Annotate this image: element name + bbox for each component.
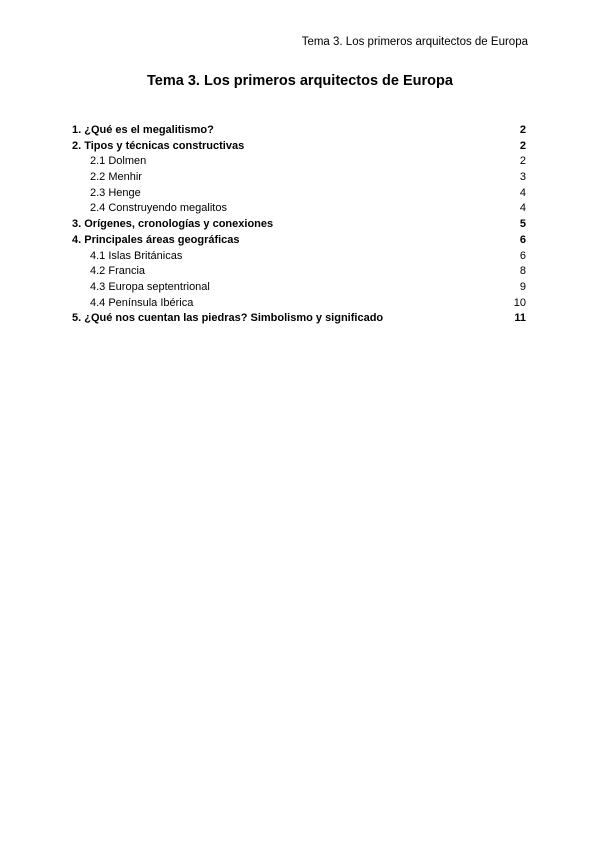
toc-entry-page: 4	[519, 202, 526, 215]
toc-entry-1[interactable]	[72, 123, 526, 139]
toc-entry-label: 2.3 Henge	[90, 186, 141, 199]
toc-entry-label: 1. ¿Qué es el megalitismo?	[72, 124, 214, 136]
toc-entry-label: 4.1 Islas Británicas	[90, 249, 183, 262]
running-header: Tema 3. Los primeros arquitectos de Europa	[301, 36, 528, 48]
toc-entry-page: 11	[514, 312, 526, 325]
toc-entry-label: 2.4 Construyendo megalitos	[90, 202, 227, 215]
toc-entry-2-4[interactable]	[72, 201, 526, 217]
toc-entry-label: 4.2 Francia	[90, 265, 146, 278]
toc-entry-label: 4.4 Península Ibérica	[90, 296, 194, 309]
toc-entry-page: 2	[519, 155, 526, 168]
document-title: Tema 3. Los primeros arquitectos de Europa	[147, 73, 453, 89]
toc-entry-page: 2	[519, 139, 526, 152]
toc-entry-2-3[interactable]	[72, 186, 526, 202]
toc-entry-2-1[interactable]	[72, 154, 526, 170]
toc-entry-4-1[interactable]	[72, 249, 526, 265]
toc-entry-3[interactable]	[72, 217, 526, 233]
toc-entry-4-4[interactable]	[72, 296, 526, 312]
toc-entry-label: 5. ¿Qué nos cuentan las piedras? Simbolismo y significado	[72, 312, 384, 325]
toc-entry-page: 6	[519, 249, 526, 262]
toc-entry-4-2[interactable]	[72, 264, 526, 280]
toc-entry-label: 3. Orígenes, cronologías y conexiones	[72, 218, 274, 231]
toc-entry-2[interactable]	[72, 139, 526, 155]
toc-entry-page: 10	[513, 296, 526, 309]
toc-entry-label: 2. Tipos y técnicas constructivas	[72, 139, 245, 152]
toc-entry-page: 9	[519, 280, 526, 293]
toc-entry-page: 3	[519, 171, 526, 184]
toc-entry-4-3[interactable]	[72, 280, 526, 296]
toc-entry-page: 6	[519, 233, 526, 246]
toc-entry-page: 5	[519, 218, 526, 231]
toc-entry-label: 4.3 Europa septentrional	[90, 280, 210, 293]
toc-entry-page: 4	[519, 186, 526, 199]
toc-entry-page: 8	[519, 265, 526, 278]
toc-entry-4[interactable]	[72, 233, 526, 249]
toc-entry-5[interactable]	[72, 311, 526, 327]
toc-entry-label: 2.2 Menhir	[90, 171, 142, 184]
toc-entry-label: 4. Principales áreas geográficas	[72, 233, 240, 246]
toc-entry-page: 2	[519, 124, 526, 136]
toc-entry-2-2[interactable]	[72, 170, 526, 186]
table-of-contents	[72, 123, 526, 327]
toc-entry-label: 2.1 Dolmen	[90, 155, 147, 168]
